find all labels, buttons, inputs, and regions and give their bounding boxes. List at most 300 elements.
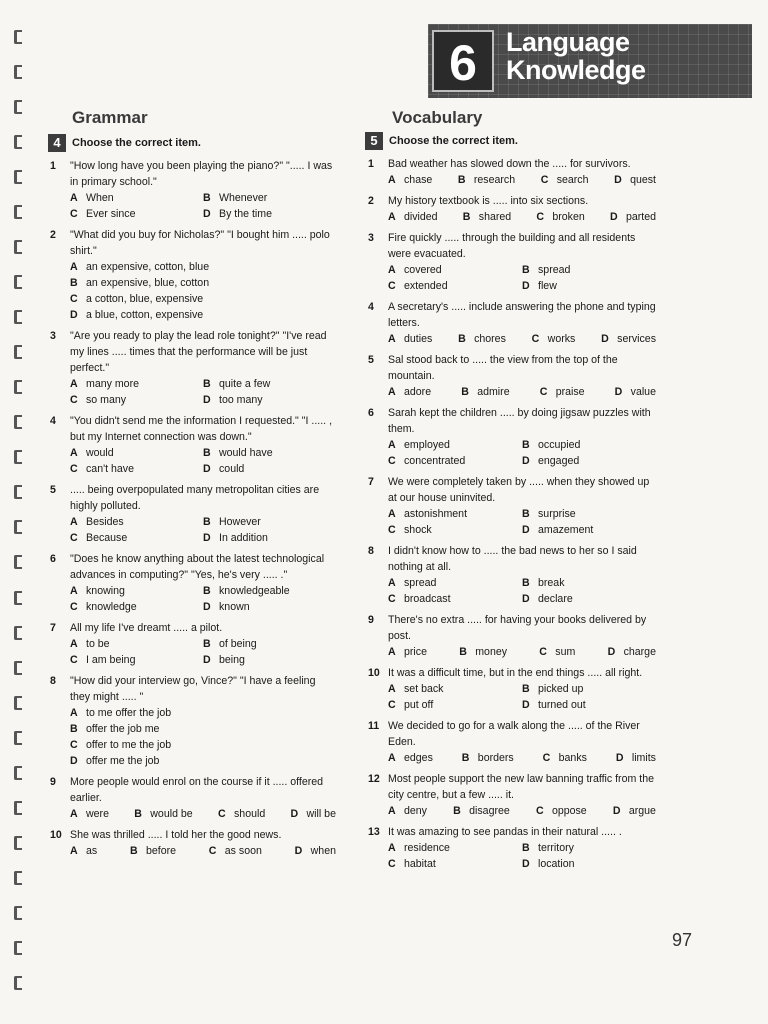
option-label: duties bbox=[404, 333, 433, 345]
option-label: concentrated bbox=[404, 455, 466, 467]
answer-options bbox=[388, 331, 656, 347]
question-number: 13 bbox=[368, 826, 380, 838]
answer-options bbox=[388, 209, 656, 225]
option-label: known bbox=[219, 601, 250, 613]
answer-option-a[interactable] bbox=[70, 583, 203, 599]
answer-option-a[interactable] bbox=[70, 806, 109, 822]
option-label: money bbox=[475, 646, 508, 658]
option-letter: A bbox=[388, 174, 396, 186]
answer-option-c[interactable] bbox=[388, 522, 522, 538]
vocabulary-instruction: Choose the correct item. bbox=[389, 135, 518, 147]
answer-option-b[interactable] bbox=[203, 190, 336, 206]
answer-option-b[interactable] bbox=[203, 636, 336, 652]
question-text: Bad weather has slowed down the ..... for survivors. bbox=[388, 158, 631, 170]
option-letter: D bbox=[203, 532, 211, 544]
option-letter: B bbox=[462, 211, 471, 223]
option-letter: A bbox=[388, 439, 396, 451]
option-label: many more bbox=[86, 378, 139, 390]
answer-option-b[interactable] bbox=[453, 803, 510, 819]
option-letter: A bbox=[70, 447, 78, 459]
option-label: an expensive, cotton, blue bbox=[86, 261, 210, 273]
grammar-instruction: Choose the correct item. bbox=[72, 137, 201, 149]
answer-option-d[interactable] bbox=[203, 392, 336, 408]
question-text: "How long have you been playing the piano?" "..... I was in primary school." bbox=[70, 160, 333, 188]
question-number: 2 bbox=[50, 229, 56, 241]
option-label: However bbox=[219, 516, 261, 528]
answer-option-a[interactable] bbox=[70, 190, 203, 206]
answer-option-d[interactable] bbox=[522, 856, 656, 872]
answer-option-a[interactable] bbox=[388, 172, 432, 188]
question-text: I didn't know how to ..... the bad news to her so I said nothing at all. bbox=[388, 545, 637, 573]
answer-options bbox=[388, 840, 656, 872]
unit-title bbox=[506, 28, 746, 84]
question-number: 10 bbox=[50, 829, 62, 841]
option-label: before bbox=[145, 845, 177, 857]
answer-option-b[interactable] bbox=[522, 840, 656, 856]
question-number: 8 bbox=[368, 545, 374, 557]
option-letter: B bbox=[459, 646, 467, 658]
option-label: to me offer the job bbox=[86, 707, 172, 719]
answer-option-b[interactable] bbox=[70, 275, 336, 291]
answer-option-d[interactable] bbox=[70, 307, 336, 323]
answer-option-d[interactable] bbox=[291, 806, 336, 822]
question-text: "You didn't send me the information I requested." "I ..... , but my Internet connection was down." bbox=[70, 415, 333, 443]
answer-option-b[interactable] bbox=[203, 445, 336, 461]
option-label: employed bbox=[404, 439, 450, 451]
option-letter: A bbox=[70, 845, 78, 857]
option-label: would be bbox=[150, 808, 193, 820]
answer-option-b[interactable] bbox=[134, 806, 192, 822]
answer-option-a[interactable] bbox=[388, 575, 522, 591]
answer-option-d[interactable] bbox=[614, 172, 656, 188]
question-number: 7 bbox=[368, 476, 374, 488]
answer-option-d[interactable] bbox=[70, 753, 336, 769]
binding-ring-icon bbox=[14, 135, 22, 149]
vocabulary-question-2 bbox=[368, 193, 656, 225]
answer-option-a[interactable] bbox=[388, 644, 427, 660]
question-text: "What did you buy for Nicholas?" "I bought him ..... polo shirt." bbox=[70, 229, 330, 257]
option-letter: D bbox=[607, 646, 616, 658]
answer-option-d[interactable] bbox=[203, 530, 336, 546]
option-label: borders bbox=[477, 752, 514, 764]
option-letter: B bbox=[134, 808, 142, 820]
answer-options bbox=[388, 803, 656, 819]
option-letter: D bbox=[70, 755, 78, 767]
option-label: divided bbox=[404, 211, 438, 223]
question-number: 12 bbox=[368, 773, 380, 785]
answer-option-a[interactable] bbox=[70, 705, 336, 721]
question-number: 9 bbox=[368, 614, 374, 626]
binding-ring-icon bbox=[14, 976, 22, 990]
answer-option-c[interactable] bbox=[70, 392, 203, 408]
answer-option-c[interactable] bbox=[540, 384, 585, 400]
option-label: shared bbox=[478, 211, 512, 223]
option-letter: D bbox=[203, 463, 211, 475]
option-label: knowledgeable bbox=[219, 585, 290, 597]
answer-option-a[interactable] bbox=[70, 445, 203, 461]
answer-option-b[interactable] bbox=[458, 172, 515, 188]
option-letter: B bbox=[203, 378, 211, 390]
answer-option-d[interactable] bbox=[295, 843, 336, 859]
answer-option-b[interactable] bbox=[522, 437, 656, 453]
answer-option-a[interactable] bbox=[388, 840, 522, 856]
answer-options bbox=[388, 750, 656, 766]
answer-option-c[interactable] bbox=[70, 599, 203, 615]
option-label: as bbox=[86, 845, 98, 857]
answer-options bbox=[70, 445, 336, 477]
vocabulary-question-4 bbox=[368, 299, 656, 347]
option-letter: A bbox=[388, 842, 396, 854]
option-label: By the time bbox=[219, 208, 272, 220]
vocabulary-question-6 bbox=[368, 405, 656, 469]
answer-option-d[interactable] bbox=[610, 209, 656, 225]
option-label: when bbox=[310, 845, 336, 857]
option-letter: A bbox=[388, 508, 396, 520]
option-label: location bbox=[538, 858, 575, 870]
option-letter: A bbox=[70, 192, 78, 204]
answer-options bbox=[388, 644, 656, 660]
option-label: picked up bbox=[538, 683, 584, 695]
answer-option-c[interactable] bbox=[388, 453, 522, 469]
option-letter: A bbox=[388, 386, 396, 398]
vocabulary-question-8 bbox=[368, 543, 656, 607]
question-number: 6 bbox=[368, 407, 374, 419]
answer-option-a[interactable] bbox=[388, 681, 522, 697]
option-label: disagree bbox=[469, 805, 510, 817]
answer-option-b[interactable] bbox=[461, 384, 509, 400]
answer-options bbox=[388, 172, 656, 188]
answer-options bbox=[70, 376, 336, 408]
option-label: knowledge bbox=[86, 601, 137, 613]
answer-option-b[interactable] bbox=[203, 514, 336, 530]
option-label: of being bbox=[219, 638, 257, 650]
answer-options bbox=[70, 636, 336, 668]
option-label: oppose bbox=[551, 805, 587, 817]
binding-ring-icon bbox=[14, 801, 22, 815]
binding-ring-icon bbox=[14, 555, 22, 569]
option-letter: B bbox=[522, 508, 530, 520]
answer-option-d[interactable] bbox=[522, 278, 656, 294]
question-text: We were completely taken by ..... when they showed up at our house uninvited. bbox=[388, 476, 650, 504]
option-label: Ever since bbox=[86, 208, 136, 220]
option-label: deny bbox=[404, 805, 427, 817]
answer-option-a[interactable] bbox=[388, 331, 432, 347]
answer-option-c[interactable] bbox=[388, 591, 522, 607]
option-label: engaged bbox=[538, 455, 580, 467]
option-label: were bbox=[86, 808, 109, 820]
option-label: break bbox=[538, 577, 565, 589]
vocabulary-question-3 bbox=[368, 230, 656, 294]
answer-option-c[interactable] bbox=[536, 803, 587, 819]
answer-options bbox=[70, 705, 336, 769]
option-letter: D bbox=[609, 211, 618, 223]
answer-option-a[interactable] bbox=[388, 262, 522, 278]
question-text: Sal stood back to ..... the view from the top of the mountain. bbox=[388, 354, 618, 382]
option-letter: A bbox=[70, 261, 78, 273]
option-label: turned out bbox=[538, 699, 586, 711]
answer-option-c[interactable] bbox=[70, 206, 203, 222]
answer-option-d[interactable] bbox=[615, 384, 656, 400]
grammar-section-title: Grammar bbox=[72, 108, 148, 127]
option-label: could bbox=[219, 463, 245, 475]
answer-option-a[interactable] bbox=[70, 376, 203, 392]
answer-option-c[interactable] bbox=[218, 806, 265, 822]
binding-ring-icon bbox=[14, 275, 22, 289]
binding-ring-icon bbox=[14, 941, 22, 955]
option-letter: C bbox=[388, 455, 396, 467]
answer-option-c[interactable] bbox=[543, 750, 587, 766]
answer-option-c[interactable] bbox=[70, 530, 203, 546]
answer-options bbox=[388, 681, 656, 713]
option-label: quest bbox=[630, 174, 656, 186]
option-letter: B bbox=[522, 439, 530, 451]
answer-option-a[interactable] bbox=[70, 843, 97, 859]
option-label: astonishment bbox=[404, 508, 468, 520]
answer-option-d[interactable] bbox=[601, 331, 656, 347]
unit-title-line2: Knowledge bbox=[506, 55, 646, 85]
option-label: so many bbox=[86, 394, 127, 406]
option-letter: C bbox=[70, 739, 78, 751]
option-letter: A bbox=[388, 683, 396, 695]
option-letter: A bbox=[70, 638, 78, 650]
answer-option-d[interactable] bbox=[613, 803, 656, 819]
answer-option-c[interactable] bbox=[388, 697, 522, 713]
answer-option-b[interactable] bbox=[459, 644, 507, 660]
option-label: value bbox=[630, 386, 656, 398]
grammar-question-list bbox=[50, 158, 336, 864]
answer-option-c[interactable] bbox=[388, 856, 522, 872]
option-letter: C bbox=[539, 386, 548, 398]
question-number: 10 bbox=[368, 667, 380, 679]
option-label: broadcast bbox=[404, 593, 451, 605]
answer-option-d[interactable] bbox=[522, 453, 656, 469]
option-label: price bbox=[404, 646, 427, 658]
question-text: We decided to go for a walk along the ..... of the River Eden. bbox=[388, 720, 640, 748]
option-label: offer to me the job bbox=[86, 739, 172, 751]
option-letter: B bbox=[453, 805, 461, 817]
option-letter: C bbox=[218, 808, 226, 820]
answer-option-c[interactable] bbox=[70, 461, 203, 477]
option-letter: C bbox=[540, 174, 549, 186]
answer-option-d[interactable] bbox=[203, 206, 336, 222]
option-letter: B bbox=[522, 264, 530, 276]
option-label: territory bbox=[538, 842, 574, 854]
answer-option-b[interactable] bbox=[70, 721, 336, 737]
option-letter: B bbox=[203, 516, 211, 528]
option-letter: A bbox=[388, 577, 396, 589]
answer-option-c[interactable] bbox=[70, 737, 336, 753]
option-label: edges bbox=[404, 752, 433, 764]
option-label: extended bbox=[404, 280, 448, 292]
binding-ring-icon bbox=[14, 170, 22, 184]
option-letter: D bbox=[601, 333, 609, 345]
answer-options bbox=[388, 437, 656, 469]
option-letter: A bbox=[388, 646, 396, 658]
question-number: 8 bbox=[50, 675, 56, 687]
binding-ring-icon bbox=[14, 520, 22, 534]
answer-option-c[interactable] bbox=[209, 843, 262, 859]
answer-option-a[interactable] bbox=[388, 437, 522, 453]
vocabulary-question-13 bbox=[368, 824, 656, 872]
question-text: More people would enrol on the course if it ..... offered earlier. bbox=[70, 776, 324, 804]
grammar-question-4 bbox=[50, 413, 336, 477]
option-label: to be bbox=[86, 638, 110, 650]
answer-option-d[interactable] bbox=[522, 697, 656, 713]
question-text: Fire quickly ..... through the building and all residents were evacuated. bbox=[388, 232, 636, 260]
option-label: would have bbox=[219, 447, 273, 459]
option-label: residence bbox=[404, 842, 450, 854]
answer-option-b[interactable] bbox=[463, 209, 511, 225]
answer-option-a[interactable] bbox=[388, 209, 438, 225]
vocabulary-question-9 bbox=[368, 612, 656, 660]
option-label: broken bbox=[552, 211, 585, 223]
option-label: too many bbox=[219, 394, 263, 406]
option-letter: C bbox=[70, 394, 78, 406]
answer-option-d[interactable] bbox=[608, 644, 656, 660]
option-label: argue bbox=[628, 805, 656, 817]
option-letter: D bbox=[612, 805, 621, 817]
answer-options bbox=[388, 575, 656, 607]
binding-ring-icon bbox=[14, 380, 22, 394]
option-letter: C bbox=[70, 654, 78, 666]
answer-option-a[interactable] bbox=[388, 506, 522, 522]
answer-option-b[interactable] bbox=[203, 583, 336, 599]
answer-option-b[interactable] bbox=[458, 331, 506, 347]
option-letter: A bbox=[388, 264, 396, 276]
answer-option-b[interactable] bbox=[130, 843, 176, 859]
question-text: "Does he know anything about the latest technological advances in computing?" "Yes, he's very ..... ." bbox=[70, 553, 325, 581]
option-letter: A bbox=[70, 378, 78, 390]
answer-option-c[interactable] bbox=[388, 278, 522, 294]
answer-option-b[interactable] bbox=[522, 506, 656, 522]
option-label: knowing bbox=[86, 585, 125, 597]
vocabulary-task-header bbox=[365, 132, 518, 150]
answer-option-a[interactable] bbox=[388, 384, 431, 400]
vocabulary-question-10 bbox=[368, 665, 656, 713]
binding-ring-icon bbox=[14, 415, 22, 429]
question-text: It was amazing to see pandas in their natural ..... . bbox=[388, 826, 622, 838]
binding-ring-icon bbox=[14, 836, 22, 850]
binding-ring-icon bbox=[14, 30, 22, 44]
option-letter: B bbox=[461, 752, 470, 764]
option-label: set back bbox=[404, 683, 444, 695]
question-text: My history textbook is ..... into six sections. bbox=[388, 195, 589, 207]
question-number: 11 bbox=[368, 720, 380, 732]
option-letter: A bbox=[388, 211, 396, 223]
vocabulary-question-1 bbox=[368, 156, 656, 188]
vocabulary-task-number: 5 bbox=[365, 132, 383, 150]
binding-ring-icon bbox=[14, 485, 22, 499]
answer-option-c[interactable] bbox=[541, 172, 589, 188]
question-number: 7 bbox=[50, 622, 56, 634]
question-number: 1 bbox=[368, 158, 374, 170]
option-letter: D bbox=[614, 386, 623, 398]
answer-options bbox=[70, 259, 336, 323]
option-label: being bbox=[219, 654, 245, 666]
spiral-binding bbox=[14, 30, 24, 990]
answer-option-a[interactable] bbox=[388, 803, 427, 819]
option-label: services bbox=[617, 333, 656, 345]
answer-option-a[interactable] bbox=[70, 636, 203, 652]
answer-option-a[interactable] bbox=[388, 750, 433, 766]
answer-option-d[interactable] bbox=[203, 461, 336, 477]
answer-option-a[interactable] bbox=[70, 259, 336, 275]
vocabulary-question-5 bbox=[368, 352, 656, 400]
question-text: There's no extra ..... for having your books delivered by post. bbox=[388, 614, 647, 642]
question-number: 6 bbox=[50, 553, 56, 565]
option-label: spread bbox=[538, 264, 571, 276]
answer-option-c[interactable] bbox=[70, 652, 203, 668]
answer-option-c[interactable] bbox=[539, 644, 575, 660]
vocabulary-question-12 bbox=[368, 771, 656, 819]
grammar-question-2 bbox=[50, 227, 336, 323]
option-label: research bbox=[473, 174, 516, 186]
option-label: In addition bbox=[219, 532, 268, 544]
option-letter: B bbox=[457, 174, 466, 186]
option-label: a cotton, blue, expensive bbox=[86, 293, 204, 305]
option-label: admire bbox=[477, 386, 510, 398]
option-letter: C bbox=[388, 699, 396, 711]
question-number: 9 bbox=[50, 776, 56, 788]
answer-option-b[interactable] bbox=[522, 262, 656, 278]
answer-option-b[interactable] bbox=[522, 681, 656, 697]
answer-options bbox=[70, 843, 336, 859]
question-text: A secretary's ..... include answering the phone and typing letters. bbox=[388, 301, 656, 329]
answer-option-a[interactable] bbox=[70, 514, 203, 530]
option-label: spread bbox=[404, 577, 437, 589]
answer-options bbox=[70, 583, 336, 615]
option-letter: C bbox=[388, 858, 396, 870]
option-letter: C bbox=[70, 463, 78, 475]
option-label: declare bbox=[538, 593, 573, 605]
unit-title-line1: Language bbox=[506, 27, 630, 57]
answer-option-d[interactable] bbox=[203, 652, 336, 668]
option-label: put off bbox=[404, 699, 434, 711]
question-text: "Are you ready to play the lead role tonight?" "I've read my lines ..... times that the performance will be just perfect." bbox=[70, 330, 327, 374]
question-number: 3 bbox=[368, 232, 374, 244]
option-letter: B bbox=[203, 192, 211, 204]
answer-options bbox=[70, 806, 336, 822]
option-label: search bbox=[556, 174, 589, 186]
answer-option-d[interactable] bbox=[616, 750, 656, 766]
option-label: When bbox=[86, 192, 114, 204]
option-letter: D bbox=[522, 280, 530, 292]
grammar-question-9 bbox=[50, 774, 336, 822]
answer-option-d[interactable] bbox=[203, 599, 336, 615]
option-label: will be bbox=[306, 808, 336, 820]
answer-option-c[interactable] bbox=[70, 291, 336, 307]
answer-option-b[interactable] bbox=[522, 575, 656, 591]
option-letter: C bbox=[535, 805, 544, 817]
answer-option-b[interactable] bbox=[203, 376, 336, 392]
answer-option-c[interactable] bbox=[532, 331, 576, 347]
option-letter: C bbox=[542, 752, 551, 764]
option-letter: C bbox=[70, 532, 78, 544]
answer-option-c[interactable] bbox=[536, 209, 584, 225]
binding-ring-icon bbox=[14, 626, 22, 640]
option-letter: D bbox=[522, 455, 530, 467]
option-label: Besides bbox=[86, 516, 124, 528]
grammar-question-6 bbox=[50, 551, 336, 615]
binding-ring-icon bbox=[14, 871, 22, 885]
grammar-question-1 bbox=[50, 158, 336, 222]
answer-option-b[interactable] bbox=[462, 750, 514, 766]
option-letter: B bbox=[458, 333, 466, 345]
answer-option-d[interactable] bbox=[522, 591, 656, 607]
answer-options bbox=[388, 506, 656, 538]
option-label: surprise bbox=[538, 508, 576, 520]
answer-option-d[interactable] bbox=[522, 522, 656, 538]
